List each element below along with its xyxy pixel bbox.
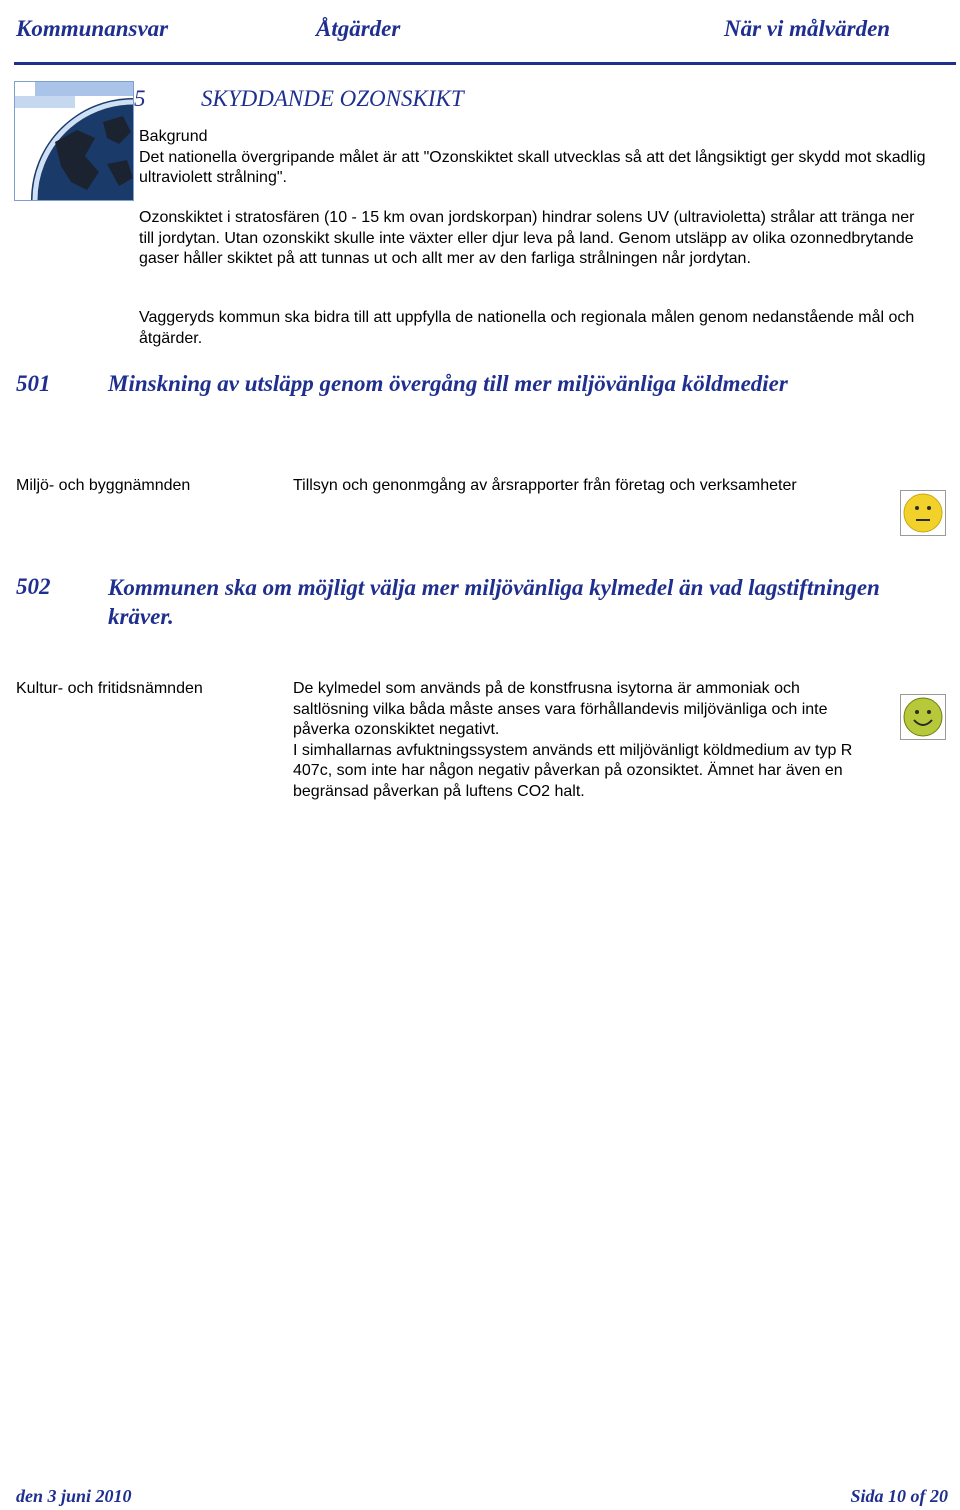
header-rule (14, 62, 956, 65)
happy-smiley-icon (900, 694, 946, 740)
goal-501-number: 501 (16, 371, 51, 396)
goal-501-responsible: Miljö- och byggnämnden (16, 477, 191, 494)
section-title: SKYDDANDE OZONSKIKT (201, 86, 464, 111)
header-col-targets: När vi målvärden (724, 16, 891, 41)
goal-501-title: Minskning av utsläpp genom övergång till mer miljövänliga köldmedier (108, 371, 788, 396)
section-number: 5 (134, 86, 146, 111)
goal-501-action-line: Tillsyn och genonmgång av årsrapporter från företag och verksamheter (293, 477, 797, 494)
goal-502-action (293, 679, 863, 802)
neutral-smiley-icon (900, 490, 946, 536)
header-col-actions: Åtgärder (316, 16, 401, 41)
background-paragraph-1: Det nationella övergripande målet är att "Ozonskiktet skall utvecklas så att det långsiktigt ger skydd mot skadlig ultraviolett strålning". (139, 148, 926, 186)
background-paragraph-3 (139, 308, 929, 349)
background-block (139, 127, 929, 189)
background-heading: Bakgrund (139, 128, 208, 145)
header-col-responsibility: Kommunansvar (16, 16, 169, 41)
page-header (0, 0, 960, 64)
footer-page-number: Sida 10 of 20 (850, 1486, 948, 1506)
goal-502-responsible: Kultur- och fritidsnämnden (16, 680, 203, 697)
goal-502-title: Kommunen ska om möjligt välja mer miljövänliga kylmedel än vad lagstiftningen kräver. (108, 575, 880, 629)
background-paragraph-3-text: Vaggeryds kommun ska bidra till att uppfylla de nationella och regionala målen genom nedanstående mål och åtgärder. (139, 309, 915, 347)
background-paragraph-2-text: Ozonskiktet i stratosfären (10 - 15 km ovan jordskorpan) hindrar solens UV (ultravioletta) strålar att tränga ner till jordytan. Utan ozonskikt skulle inte växter eller djur leva på land. Genom utsläpp av olika ozonnedbrytande gaser håller skiktet på att tunnas ut och allt mer av den farliga strålningen når jordytan. (139, 209, 915, 267)
goal-502-action-line-1: De kylmedel som används på de konstfrusna isytorna är ammoniak och saltlösning vilka båda måste anses vara förhållandevis miljövänliga och inte påverka ozonskiktet negativt. (293, 680, 828, 738)
goal-502-number: 502 (16, 574, 51, 599)
goal-501-action (293, 476, 893, 497)
footer-date: den 3 juni 2010 (16, 1486, 132, 1506)
globe-icon (14, 81, 134, 201)
goal-502-action-line-2: I simhallarnas avfuktningssystem används ett miljövänligt köldmedium av typ R 407c, som inte har någon negativ påverkan på ozonsiktet. Ämnet har även en begränsad påverkan på luftens CO2 halt. (293, 741, 853, 800)
background-paragraph-2 (139, 208, 929, 270)
